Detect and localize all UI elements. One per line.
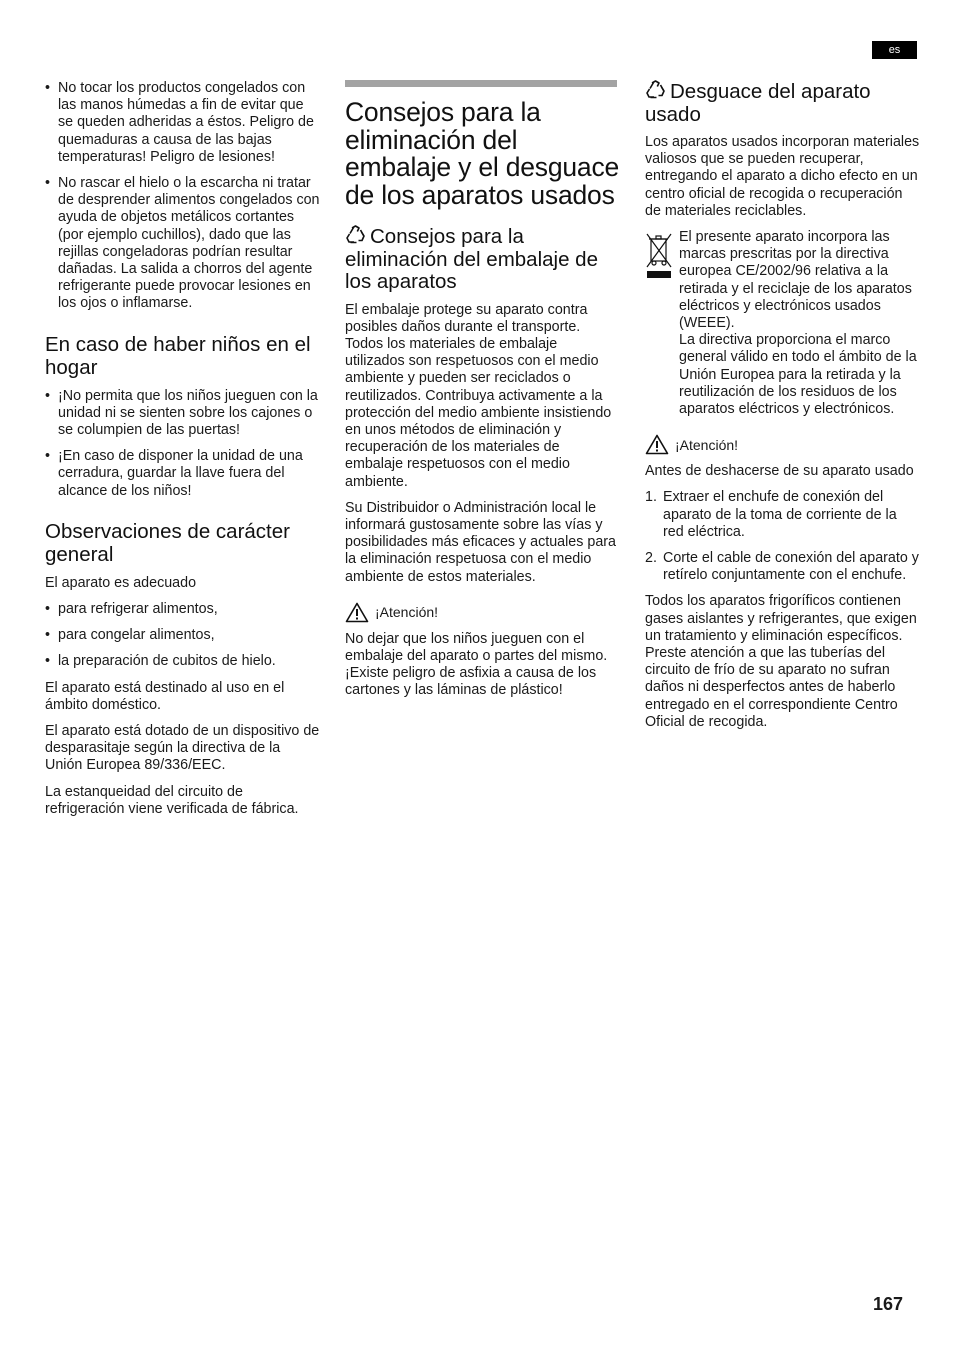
- section-heading-label: Consejos para la eliminación del embalaje de los aparatos: [345, 225, 598, 293]
- section-heading-label: Desguace del aparato usado: [645, 80, 871, 126]
- step-number: 1.: [645, 489, 657, 506]
- recycle-icon: [345, 225, 366, 245]
- paragraph: Su Distribuidor o Administración local le informará gustosamente sobre las vías y posibilidades más eficaces y actuales para la eliminación respetuosa con el medio ambiente de estos materiales.: [345, 499, 616, 585]
- column-right: [645, 80, 920, 740]
- list-item: • ¡En caso de disponer la unidad de una cerradura, guardar la llave fuera del alcance de los niños!: [45, 448, 320, 500]
- warning-text-label: ¡Atención!: [675, 436, 739, 453]
- warning-label: [345, 602, 620, 623]
- section-heading-packaging: [345, 225, 620, 294]
- steps-list: [645, 489, 920, 584]
- children-bullet-list: [45, 388, 320, 500]
- list-item: [645, 550, 920, 584]
- paragraph: La estanqueidad del circuito de refrigeración viene verificada de fábrica.: [45, 783, 299, 817]
- paragraph: El aparato está destinado al uso en el ámbito doméstico.: [45, 679, 285, 713]
- step-number: 2.: [645, 550, 657, 567]
- section-heading-children: En caso de haber niños en el hogar: [45, 332, 311, 379]
- step-text: Corte el cable de conexión del aparato y retírelo conjuntamente con el enchufe.: [663, 550, 919, 584]
- weee-block: [645, 229, 920, 418]
- section-heading-disposal: [645, 80, 920, 126]
- warning-triangle-icon: [345, 602, 369, 623]
- weee-text: [679, 229, 920, 418]
- page-title: Consejos para la eliminación del embalaje y el desguace de los aparatos usados: [345, 97, 620, 210]
- crossed-bin-icon: [645, 229, 673, 418]
- safety-bullet-list: [45, 80, 320, 313]
- list-item: • para congelar alimentos,: [45, 627, 320, 644]
- warning-text-label: ¡Atención!: [375, 604, 439, 621]
- paragraph: El presente aparato incorpora las marcas prescritas por la directiva europea CE/2002/96 relativa a la retirada y el reciclaje de los aparatos eléctricos y electrónicos usados (WEEE).: [679, 229, 912, 332]
- paragraph: Los aparatos usados incorporan materiales valiosos que se pueden recuperar, entregando el aparato a dicho efecto en un centro oficial de recogida o recuperación de materiales reciclables.: [645, 134, 920, 219]
- list-item: • ¡No permita que los niños jueguen con la unidad ni se sienten sobre los cajones o se columpien de las puertas!: [45, 388, 320, 440]
- column-left: [45, 80, 320, 827]
- language-badge: es: [872, 41, 917, 59]
- paragraph: El aparato es adecuado: [45, 574, 197, 591]
- paragraph: No dejar que los niños jueguen con el embalaje del aparato o partes del mismo. ¡Existe peligro de asfixia a causa de los cartones y las láminas de plástico!: [345, 630, 608, 699]
- recycle-icon: [645, 80, 666, 100]
- paragraph: Todos los aparatos frigoríficos contienen gases aislantes y refrigerantes, que exigen un tratamiento y eliminación específicos. Preste atención a que las tuberías del circuito de frío de su aparato no sufran daños ni desperfectos antes de haberlo entregado en el correspondiente Centro Oficial de recogida.: [645, 593, 917, 730]
- list-item: • No tocar los productos congelados con las manos húmedas a fin de evitar que se queden adheridas a éstos. Peligro de quemaduras a causa de las bajas temperaturas! Peligro de lesiones!: [45, 80, 320, 166]
- warning-triangle-icon: [645, 434, 669, 455]
- usage-bullet-list: [45, 601, 320, 671]
- list-item: • No rascar el hielo o la escarcha ni tratar de desprender alimentos congelados con ayuda de objetos metálicos cortantes (por ejemplo cuchillos), dado que las rejillas congeladoras podrían resultar dañadas. La salida a chorros del agente refrigerante puede provocar lesiones en los ojos o inflamarse.: [45, 175, 320, 313]
- list-item: [645, 489, 920, 541]
- paragraph: La directiva proporciona el marco general válido en todo el ámbito de la Unión Europea para la retirada y la reutilización de los residuos de los aparatos eléctricos y electrónicos.: [679, 332, 917, 418]
- list-item: • la preparación de cubitos de hielo.: [45, 653, 320, 670]
- warning-label: [645, 434, 920, 455]
- paragraph: El embalaje protege su aparato contra posibles daños durante el transporte. Todos los materiales de embalaje utilizados son respetuosos con el medio ambiente y pueden ser reciclados o reutilizados. Contribuya activamente a la protección del medio ambiente insistiendo en unos métodos de eliminación y recuperación de los materiales de embalaje respetuosos con el medio ambiente.: [345, 301, 612, 490]
- section-divider-bar: [345, 80, 617, 87]
- page-number: 167: [873, 1294, 904, 1314]
- column-middle: [345, 80, 620, 709]
- paragraph: El aparato está dotado de un dispositivo de desparasitaje según la directiva de la Unión Europea 89/336/EEC.: [45, 723, 320, 774]
- paragraph: Antes de deshacerse de su aparato usado: [645, 463, 914, 480]
- section-heading-general: Observaciones de carácter general: [45, 519, 290, 566]
- step-text: Extraer el enchufe de conexión del aparato de la toma de corriente de la red eléctrica.: [663, 489, 897, 540]
- list-item: • para refrigerar alimentos,: [45, 601, 320, 618]
